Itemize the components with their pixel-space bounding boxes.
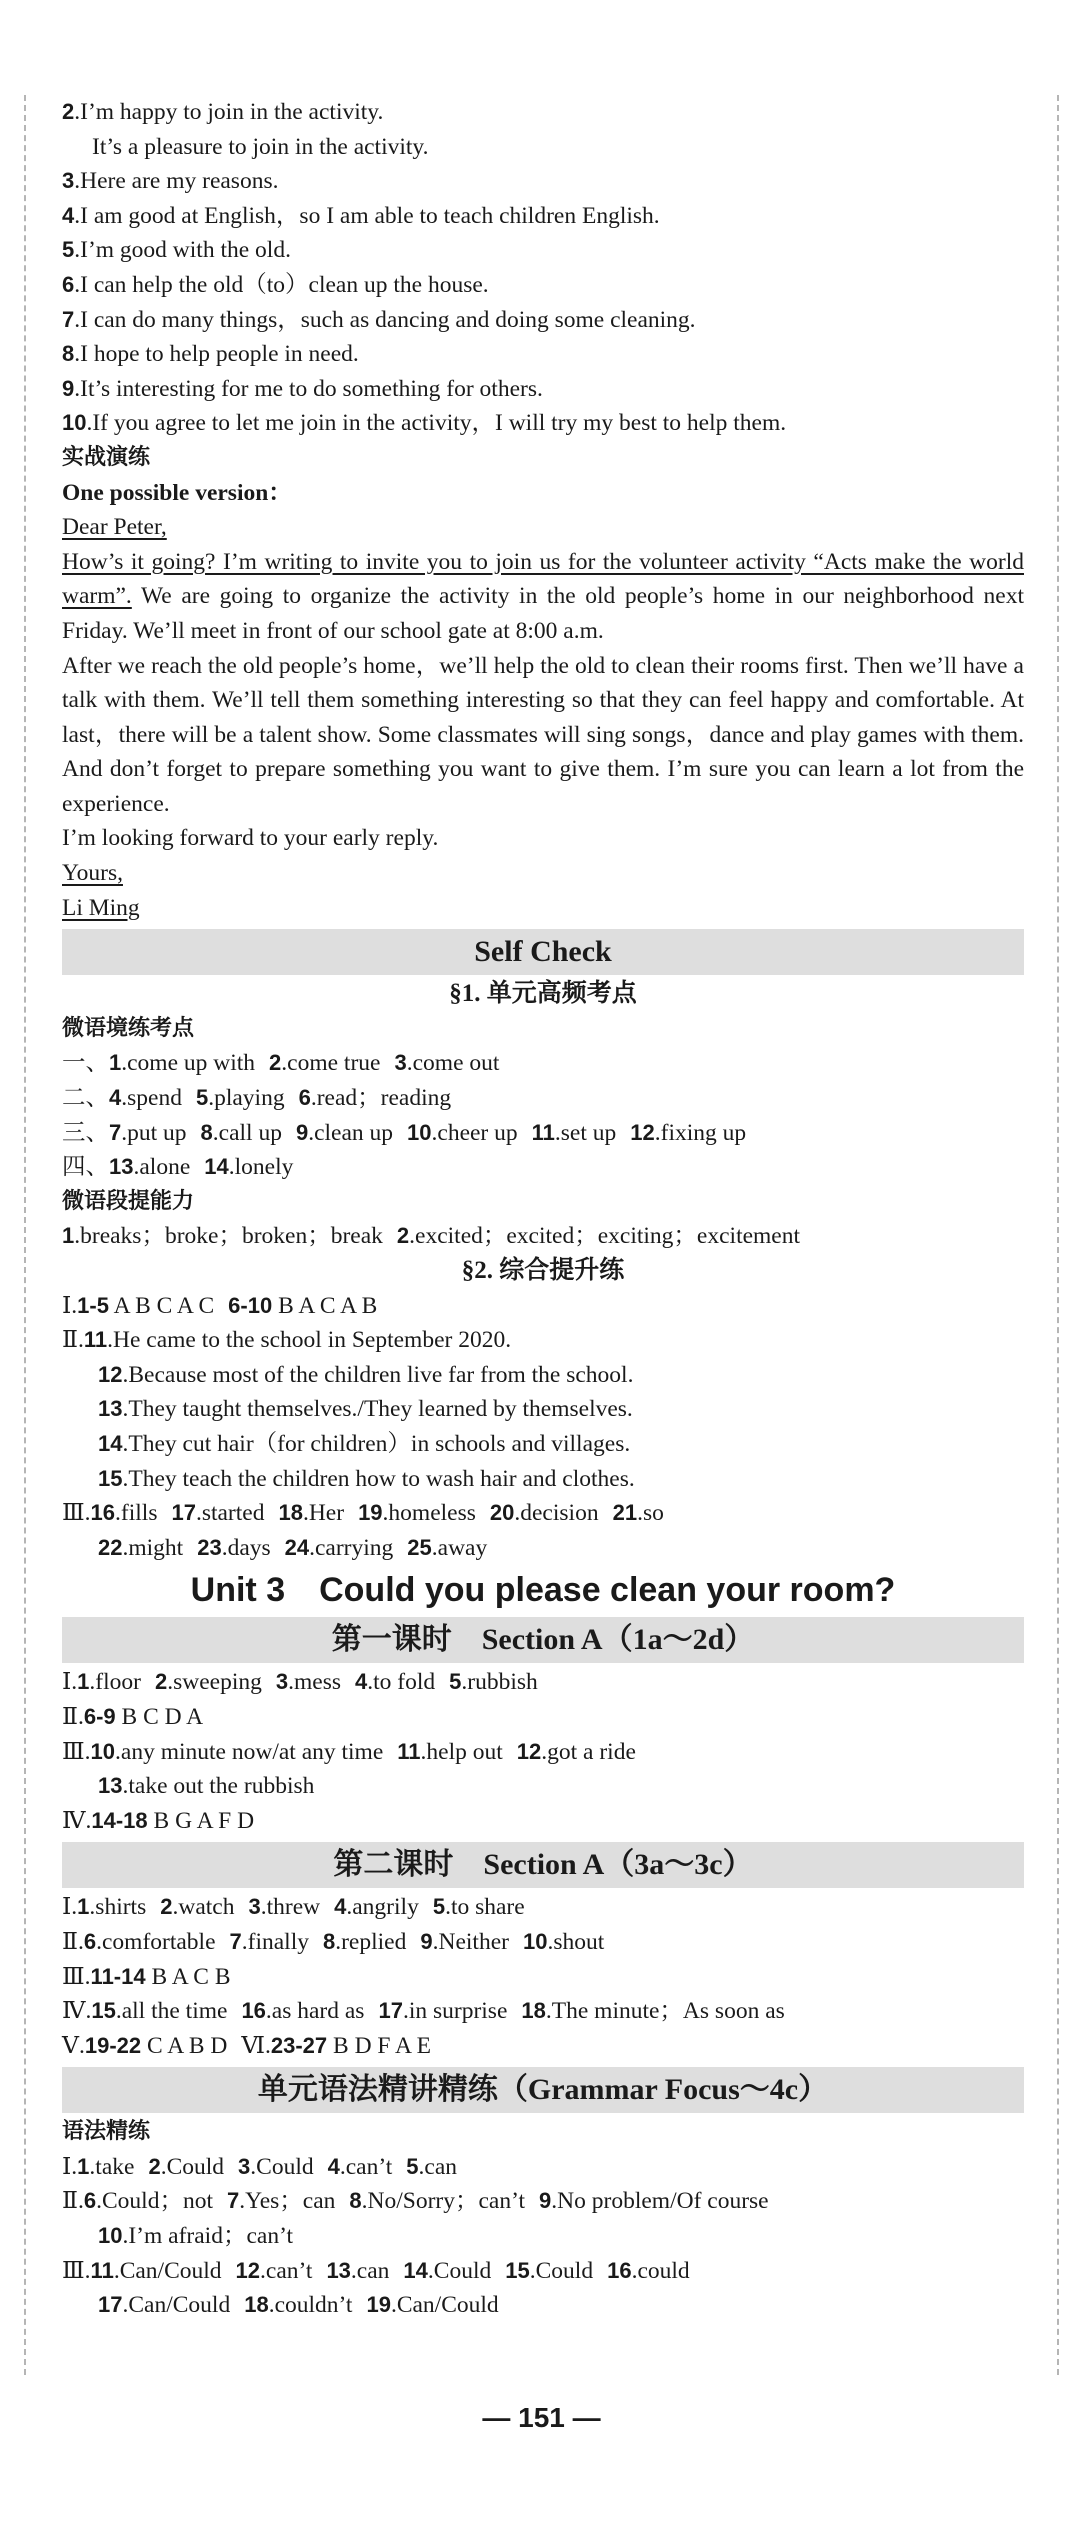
row-ii-11: Ⅱ.11.He came to the school in September 2020.: [62, 1327, 512, 1354]
letter-salutation: Dear Peter,: [62, 514, 167, 541]
g-row-i: Ⅰ.1.take 2.Could 3.Could 4.can’t 5.can: [62, 2153, 458, 2180]
l2-row-iv: Ⅳ.15.all the time 16.as hard as 17.in surprise 18.The minute；As soon as: [62, 1998, 785, 2025]
l1-row-iii-13: 13.take out the rubbish: [98, 1773, 315, 1800]
answer-line-2a: 2.I’m happy to join in the activity.: [62, 99, 384, 125]
row-i-choices: Ⅰ.1-5 A B C A C 6-10 B A C A B: [62, 1292, 378, 1319]
lesson-1-band: 第一课时 Section A（1a～2d）: [62, 1617, 1024, 1663]
l2-row-i: Ⅰ.1.shirts 2.watch 3.threw 4.angrily 5.to share: [62, 1894, 525, 1921]
row-yi: 一、1.come up with 2.come true 3.come out: [62, 1050, 500, 1077]
row-word-forms: 1.breaks；broke；broken；break 2.excited；excited；exciting；excitement: [62, 1223, 801, 1250]
row-er: 二、4.spend 5.playing 6.read；reading: [62, 1085, 452, 1112]
row-ii-13: 13.They taught themselves./They learned by themselves.: [98, 1396, 633, 1423]
answer-line-9: 9.It’s interesting for me to do something for others.: [62, 375, 543, 402]
answer-line-3: 3.Here are my reasons.: [62, 168, 279, 195]
l2-row-v-vi: Ⅴ.19-22 C A B D Ⅵ.23-27 B D F A E: [62, 2032, 431, 2059]
unit-3-title: Unit 3 Could you please clean your room?: [190, 1571, 896, 1610]
g-row-iii: Ⅲ.11.Can/Could 12.can’t 13.can 14.Could 15.Could 16.could: [62, 2257, 690, 2284]
section-heading-practice: 实战演练: [62, 444, 151, 470]
right-dashed-margin: [1057, 95, 1059, 2375]
row-si: 四、13.alone 14.lonely: [62, 1154, 294, 1181]
answer-line-4: 4.I am good at English，so I am able to teach children English.: [62, 202, 660, 229]
row-ii-12: 12.Because most of the children live far from the school.: [98, 1361, 634, 1388]
letter-signoff: Yours,: [62, 860, 123, 887]
answer-line-6: 6.I can help the old（to）clean up the house.: [62, 271, 489, 298]
row-iii-b: 22.might 23.days 24.carrying 25.away: [98, 1534, 488, 1561]
self-check-band: Self Check: [62, 929, 1024, 975]
l2-row-ii: Ⅱ.6.comfortable 7.finally 8.replied 9.Neither 10.shout: [62, 1928, 605, 1955]
letter-paragraph-1-rest: We are going to organize the activity in the old people’s home in our neighborhood next Friday. We’ll meet in front of our school gate at 8:00 a.m.: [62, 583, 1024, 644]
row-san: 三、7.put up 8.call up 9.clean up 10.cheer up 11.set up 12.fixing up: [62, 1119, 747, 1146]
answer-line-2b: It’s a pleasure to join in the activity.: [92, 133, 429, 160]
letter-closing-line: I’m looking forward to your early reply.: [62, 825, 439, 852]
g-row-ii: Ⅱ.6.Could；not 7.Yes；can 8.No/Sorry；can’t 9.No problem/Of course: [62, 2188, 769, 2215]
g-row-iii-b: 17.Can/Could 18.couldn’t 19.Can/Could: [98, 2292, 499, 2319]
l1-row-ii: Ⅱ.6-9 B C D A: [62, 1703, 204, 1730]
left-dashed-margin: [24, 95, 26, 2375]
section-1-title: §1. 单元高频考点: [449, 980, 637, 1008]
answer-line-5: 5.I’m good with the old.: [62, 237, 291, 264]
answer-line-7: 7.I can do many things，such as dancing and doing some cleaning.: [62, 306, 696, 333]
answer-line-8: 8.I hope to help people in need.: [62, 341, 359, 368]
grammar-practice-heading: 语法精练: [62, 2119, 151, 2145]
lesson-2-band: 第二课时 Section A（3a～3c）: [62, 1842, 1024, 1888]
letter-paragraph-2: After we reach the old people’s home，we’ll help the old to clean their rooms first. Then we’ll have a talk with them. We’ll tell them something interesting so that they can feel happy and comfortable. At last，there will be a talent show. Some classmates will sing songs，dance and play games with them. And don’t forget to prepare something you want to give them. I’m sure you can learn a lot from the experience.: [62, 652, 1024, 817]
letter-name: Li Ming: [62, 894, 140, 921]
letter-opening-underlined: How’s it going? I’m writing to invite you to join us for the volunteer activity “Acts make the world warm”.: [62, 548, 1024, 610]
row-iii-a: Ⅲ.16.fills 17.started 18.Her 19.homeless 20.decision 21.so: [62, 1500, 664, 1527]
answer-line-10: 10.If you agree to let me join in the activity，I will try my best to help them.: [62, 410, 787, 437]
l1-row-iv: Ⅳ.14-18 B G A F D: [62, 1807, 255, 1834]
page-number: — 151 —: [482, 2402, 601, 2433]
answer-content: [62, 95, 1024, 2323]
grammar-band: 单元语法精讲精练（Grammar Focus～4c）: [62, 2067, 1024, 2113]
l1-row-iii: Ⅲ.10.any minute now/at any time 11.help out 12.got a ride: [62, 1738, 636, 1765]
g-row-ii-10: 10.I’m afraid；can’t: [98, 2223, 293, 2250]
row-ii-15: 15.They teach the children how to wash hair and clothes.: [98, 1465, 635, 1492]
micro-context-heading: 微语境练考点: [62, 1015, 195, 1041]
l1-row-i: Ⅰ.1.floor 2.sweeping 3.mess 4.to fold 5.rubbish: [62, 1669, 538, 1696]
l2-row-iii: Ⅲ.11-14 B A C B: [62, 1963, 231, 1990]
version-label: One possible version：: [62, 479, 292, 506]
row-ii-14: 14.They cut hair（for children）in schools and villages.: [98, 1430, 631, 1457]
letter-paragraph-1: [62, 545, 1024, 649]
section-2-title: §2. 综合提升练: [461, 1257, 625, 1284]
micro-paragraph-heading: 微语段提能力: [62, 1188, 195, 1214]
